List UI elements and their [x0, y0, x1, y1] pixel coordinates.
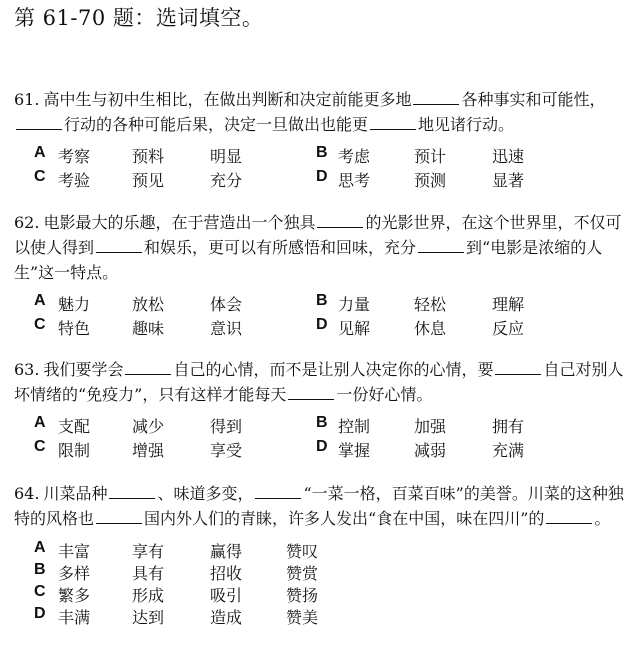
option-word: 控制	[338, 417, 371, 436]
question-text: 63. 我们要学会 自己的心情，而不是让别人决定你的心情，要 自己对别人坏情绪的“免疫力”，只有这样才能每天 一份好心情。	[14, 360, 624, 404]
option-word: 多样	[58, 564, 91, 583]
option-letter[interactable]: A	[34, 292, 46, 309]
option-word: 预见	[132, 171, 165, 190]
option-row	[34, 316, 626, 340]
question-62	[14, 210, 626, 340]
option-letter[interactable]: D	[316, 438, 328, 455]
option-word: 具有	[132, 564, 165, 583]
option-word: 拥有	[492, 417, 525, 436]
option-word: 充分	[210, 171, 243, 190]
option-letter[interactable]: B	[316, 414, 328, 431]
blank[interactable]	[495, 360, 541, 375]
option-row	[34, 168, 626, 192]
question-text: 61. 高中生与初中生相比，在做出判断和决定前能更多地 各种事实和可能性，行动的各种可能后果，决定一旦做出也能更 地见诸行动。	[14, 90, 606, 134]
option-word: 形成	[132, 586, 165, 605]
option-word: 力量	[338, 295, 371, 314]
option-word: 招收	[210, 564, 243, 583]
option-word: 特色	[58, 319, 91, 338]
option-letter[interactable]: C	[34, 438, 46, 455]
option-word: 享有	[132, 542, 165, 561]
option-letter[interactable]: B	[34, 561, 46, 578]
option-word: 加强	[414, 417, 447, 436]
blank[interactable]	[418, 238, 464, 253]
blank[interactable]	[317, 213, 363, 228]
option-word: 显著	[492, 171, 525, 190]
option-word: 吸引	[210, 586, 243, 605]
option-word: 造成	[210, 608, 243, 627]
option-letter[interactable]: B	[316, 144, 328, 161]
option-word: 繁多	[58, 586, 91, 605]
option-word: 明显	[210, 147, 243, 166]
option-word: 减少	[132, 417, 165, 436]
option-word: 赢得	[210, 542, 243, 561]
blank[interactable]	[125, 360, 171, 375]
blank[interactable]	[546, 509, 592, 524]
option-word: 赞美	[286, 608, 319, 627]
option-word: 理解	[492, 295, 525, 314]
option-letter[interactable]: C	[34, 583, 46, 600]
blank[interactable]	[288, 385, 334, 400]
option-row	[34, 539, 626, 561]
option-letter[interactable]: A	[34, 539, 46, 556]
option-word: 轻松	[414, 295, 447, 314]
option-letter[interactable]: D	[316, 316, 328, 333]
option-word: 丰满	[58, 608, 91, 627]
options	[34, 144, 626, 192]
option-word: 充满	[492, 441, 525, 460]
blank[interactable]	[109, 484, 155, 499]
option-word: 赞赏	[286, 564, 319, 583]
option-word: 达到	[132, 608, 165, 627]
option-word: 预料	[132, 147, 165, 166]
option-word: 思考	[338, 171, 371, 190]
option-row	[34, 561, 626, 583]
option-word: 赞叹	[286, 542, 319, 561]
option-word: 预计	[414, 147, 447, 166]
option-letter[interactable]: C	[34, 168, 46, 185]
option-word: 休息	[414, 319, 447, 338]
option-word: 考察	[58, 147, 91, 166]
blank[interactable]	[413, 90, 459, 105]
question-number: 64.	[14, 484, 40, 503]
question-64	[14, 481, 626, 627]
option-word: 考虑	[338, 147, 371, 166]
option-row	[34, 144, 626, 168]
option-word: 迅速	[492, 147, 525, 166]
option-letter[interactable]: A	[34, 414, 46, 431]
blank[interactable]	[16, 115, 62, 130]
option-word: 意识	[210, 319, 243, 338]
option-word: 增强	[132, 441, 165, 460]
option-word: 减弱	[414, 441, 447, 460]
option-word: 魅力	[58, 295, 91, 314]
question-number: 62.	[14, 213, 40, 232]
option-word: 考验	[58, 171, 91, 190]
option-word: 赞扬	[286, 586, 319, 605]
question-number: 61.	[14, 90, 40, 109]
options	[34, 539, 626, 627]
page-title: 第 61-70 题：选词填空。	[14, 6, 264, 30]
option-letter[interactable]: C	[34, 316, 46, 333]
option-letter[interactable]: D	[34, 605, 46, 622]
option-word: 趣味	[132, 319, 165, 338]
options	[34, 414, 626, 462]
blank[interactable]	[255, 484, 301, 499]
blank[interactable]	[370, 115, 416, 130]
option-word: 享受	[210, 441, 243, 460]
option-letter[interactable]: D	[316, 168, 328, 185]
question-63	[14, 357, 626, 462]
option-word: 丰富	[58, 542, 91, 561]
option-row	[34, 583, 626, 605]
option-word: 放松	[132, 295, 165, 314]
option-word: 得到	[210, 417, 243, 436]
option-word: 见解	[338, 319, 371, 338]
question-61	[14, 87, 626, 192]
option-word: 反应	[492, 319, 525, 338]
option-word: 掌握	[338, 441, 371, 460]
option-letter[interactable]: B	[316, 292, 328, 309]
option-row	[34, 438, 626, 462]
option-letter[interactable]: A	[34, 144, 46, 161]
blank[interactable]	[96, 509, 142, 524]
option-row	[34, 292, 626, 316]
options	[34, 292, 626, 340]
question-text: 64. 川菜品种 、味道多变， “一菜一格，百菜百味”的美誉。川菜的这种独特的风格也 国内外人们的青睐，许多人发出“食在中国，味在四川”的 。	[14, 484, 624, 528]
option-word: 体会	[210, 295, 243, 314]
option-row	[34, 414, 626, 438]
question-text: 62. 电影最大的乐趣，在于营造出一个独具 的光影世界，在这个世界里，不仅可以使人得到 和娱乐，更可以有所感悟和回味，充分 到“电影是浓缩的人生”这一特点。	[14, 213, 622, 282]
option-word: 支配	[58, 417, 91, 436]
option-word: 预测	[414, 171, 447, 190]
option-row	[34, 605, 626, 627]
question-number: 63.	[14, 360, 40, 379]
blank[interactable]	[96, 238, 142, 253]
option-word: 限制	[58, 441, 91, 460]
